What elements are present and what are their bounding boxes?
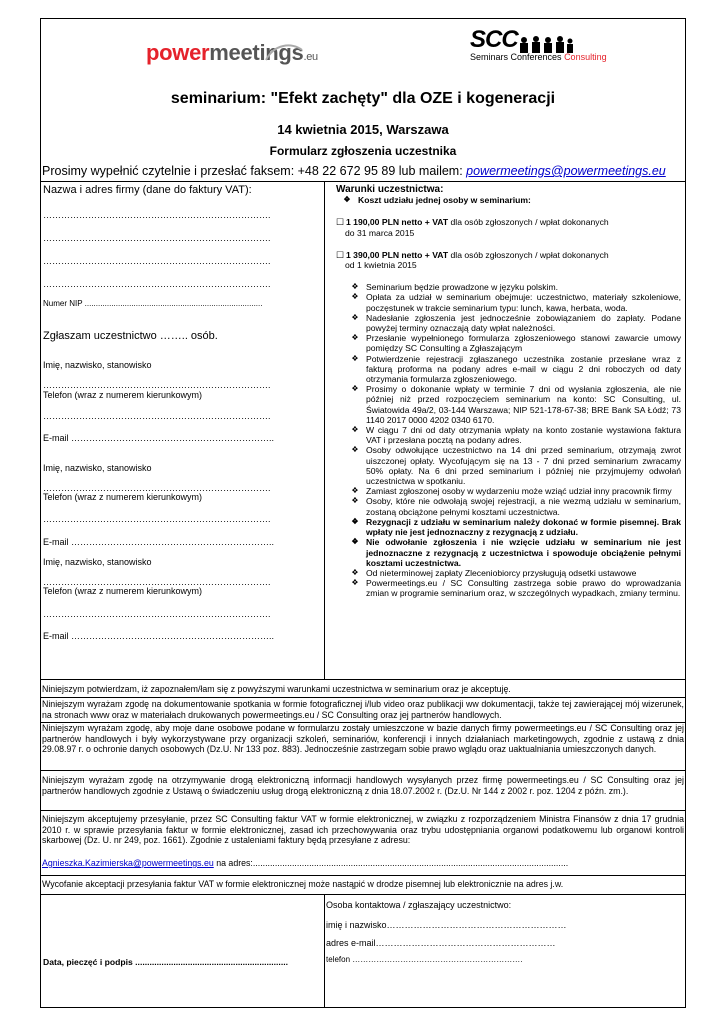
invoice-email-link[interactable]: Agnieszka.Kazimierska@powermeetings.eu xyxy=(42,858,214,868)
einvoice-withdrawal: Wycofanie akceptacji przesyłania faktur VAT w formie elektronicznej może nastąpić w drodze pisemnej lub elektronicznie na adres j.w. xyxy=(42,879,564,889)
participant-name-label: Imię, nazwisko, stanowisko xyxy=(43,463,152,473)
condition-text: Seminarium będzie prowadzone w języku polskim. xyxy=(366,282,559,293)
condition-text: Powermeetings.eu / SC Consulting zastrzega sobie prawo do wprowadzania zmian w programie seminarium oraz, w szczególnych wypadkach, zmiany terminu. xyxy=(366,578,681,599)
condition-text: Od nieterminowej zapłaty Zleceniobiorcy przysługują odsetki ustawowe xyxy=(366,567,637,578)
consent-einvoice: Niniejszym akceptujemy przesyłanie, przez SC Consulting faktur VAT w formie elektronicznej, w związku z rozporządzeniem Ministra Finansów z dnia 17 grudnia 2010 r. w sprawie przesyłania faktur w formie elektronicznej, zasad ich przechowywania oraz trybu udostępniania organowi podatkowemu lub organowi kontroli skarbowej (Dz. U. nr 249, poz. 1661). Zgodnie z ustaleniami faktury będą przesyłane z adresu: xyxy=(42,814,684,846)
diamond-bullet-icon: ❖ xyxy=(351,567,359,577)
consent-photo: Niniejszym wyrażam zgodę na dokumentowanie spotkania w formie fotograficznej i/lub video oraz publikacji ww dokumentacji, także tej zawierającej mój wizerunek, na stronach www oraz w materiałach drukowanych powermeetings.eu / SC Consulting oraz jej partnerów handlowych. xyxy=(42,699,684,720)
price-option-2[interactable] xyxy=(336,250,681,260)
participant-count-field[interactable]: Zgłaszam uczestnictwo …….. osób. xyxy=(43,330,218,342)
condition-item xyxy=(344,496,681,516)
participant-phone-line[interactable]: …………………………………………………………………. xyxy=(43,609,271,619)
divider xyxy=(40,770,686,771)
condition-item-bold xyxy=(344,517,681,537)
contact-email-link[interactable]: powermeetings@powermeetings.eu xyxy=(466,164,666,178)
swirl-icon xyxy=(264,42,304,64)
divider xyxy=(40,875,686,876)
participant-phone-line[interactable]: …………………………………………………………………. xyxy=(43,411,271,421)
condition-text: Nadesłanie zgłoszenia jest jednocześnie zobowiązaniem do zapłaty. Podane powyżej terminy oznaczają daty wpłat należności. xyxy=(366,312,681,334)
condition-text: Opłata za udział w seminarium obejmuje: uczestnictwo, materiały szkoleniowe, poczęstunek w trakcie seminarium typu: lunch, kawa, herbata, woda. xyxy=(366,292,681,313)
company-field-line[interactable]: …………………………………………………………………. xyxy=(43,256,271,266)
participant-name-line[interactable]: …………………………………………………………………. xyxy=(43,380,271,390)
participant-name-label: Imię, nazwisko, stanowisko xyxy=(43,557,152,567)
participant-phone-line[interactable]: …………………………………………………………………. xyxy=(43,514,271,524)
condition-item xyxy=(344,313,681,333)
column-divider xyxy=(324,894,325,1008)
condition-item xyxy=(344,384,681,425)
diamond-bullet-icon: ❖ xyxy=(351,496,359,506)
condition-text: Zamiast zgłoszonej osoby w wydarzeniu może wziąć udział inny pracownik firmy xyxy=(366,486,672,497)
audience-silhouette-icon xyxy=(518,34,574,54)
invoice-address-field[interactable]: na adres:................................................................................................................................. xyxy=(213,858,569,868)
divider xyxy=(40,894,686,895)
condition-item-bold xyxy=(344,537,681,568)
invoice-address-line[interactable] xyxy=(42,858,684,869)
logo-meetings-text: meetings xyxy=(209,40,304,65)
powermeetings-logo xyxy=(146,40,318,66)
price2-amount: 1 390,00 PLN netto + VAT xyxy=(346,249,449,260)
participant-name-label: Imię, nazwisko, stanowisko xyxy=(43,360,152,370)
form-title: Formularz zgłoszenia uczestnika xyxy=(269,144,457,158)
logo-eu-text: .eu xyxy=(303,51,318,63)
checkbox-icon[interactable]: ☐ xyxy=(336,217,345,228)
condition-item xyxy=(344,445,681,486)
price1-amount: 1 190,00 PLN netto + VAT xyxy=(346,217,449,228)
condition-item xyxy=(344,282,681,292)
scc-logo xyxy=(470,26,607,62)
condition-text: Osoby, które nie odwołają swojej rejestracji, a nie wezmą udziału w seminarium, zostaną obciążone pełnymi kosztami uczestnictwa. xyxy=(366,496,681,517)
company-field-line[interactable]: …………………………………………………………………. xyxy=(43,210,271,220)
consent-marketing: Niniejszym wyrażam zgodę na otrzymywanie drogą elektroniczną informacji handlowych wysyłanych przez firmę powermeetings.eu / SC Consulting oraz jej partnerów handlowych zgodnie z Ustawą o świadczeniu usług drogą elektroniczną z dnia 18.07.2002 r. (Dz.U. Nr 144 z 2002 r. poz. 1204 z późn. zm.). xyxy=(42,775,684,796)
company-field-line[interactable]: …………………………………………………………………. xyxy=(43,233,271,243)
diamond-bullet-icon: ❖ xyxy=(351,537,359,547)
participant-phone-label: Telefon (wraz z numerem kierunkowym) xyxy=(43,390,203,400)
divider xyxy=(40,679,686,680)
condition-text: Koszt udziału jednej osoby w seminarium: xyxy=(358,195,531,206)
checkbox-icon[interactable]: ☐ xyxy=(336,249,345,260)
diamond-bullet-icon: ❖ xyxy=(351,312,359,322)
diamond-bullet-icon: ❖ xyxy=(351,425,359,435)
diamond-bullet-icon: ❖ xyxy=(351,516,359,526)
diamond-bullet-icon: ❖ xyxy=(351,445,359,455)
condition-text: Przesłanie wypełnionego formularza zgłoszeniowego stanowi zawarcie umowy pomiędzy SC Consulting a Zgłaszającym xyxy=(366,333,681,354)
divider xyxy=(40,810,686,811)
participant-email-field[interactable]: E-mail ………………………………………………………….. xyxy=(43,433,275,443)
diamond-bullet-icon: ❖ xyxy=(351,384,359,394)
contact-phone-field[interactable]: telefon ………………………………………………………. xyxy=(326,955,523,964)
signature-field[interactable]: Data, pieczęć i podpis ................................................................ xyxy=(43,957,288,967)
conditions-section xyxy=(336,185,681,599)
price2-from: od 1 kwietnia 2015 xyxy=(345,260,417,271)
scc-sub-text: Seminars Conferences xyxy=(470,52,562,62)
diamond-bullet-icon: ❖ xyxy=(351,333,359,343)
condition-item xyxy=(344,333,681,353)
condition-item xyxy=(344,425,681,445)
conditions-title: Warunki uczestnictwa: xyxy=(336,184,444,195)
consent-terms: Niniejszym potwierdzam, iż zapoznałem/łam się z powyższymi warunkami uczestnictwa w seminarium oraz je akceptuję. xyxy=(42,684,511,694)
seminar-date: 14 kwietnia 2015, Warszawa xyxy=(277,122,449,137)
divider xyxy=(40,697,686,698)
contact-email-field[interactable]: adres e-mail…………………………………………………… xyxy=(326,938,556,948)
column-divider xyxy=(324,181,325,679)
seminar-title: seminarium: "Efekt zachęty" dla OZE i kogeneracji xyxy=(170,90,556,107)
participant-email-field[interactable]: E-mail ………………………………………………………….. xyxy=(43,631,275,641)
condition-text: Nie odwołanie zgłoszenia i nie wzięcie udziału w seminarium nie jest jednoznaczne z rezygnacją z uczestnictwa i spowoduje obciążenie pełnymi kosztami uczestnictwa. xyxy=(366,537,681,568)
condition-text: Potwierdzenie rejestracji zgłaszanego uczestnika zostanie przesłane wraz z fakturą proforma na podany adres e-mail w ciągu 2 dni roboczych od daty otrzymania formularza zgłoszeniowego. xyxy=(366,353,681,385)
condition-text: Rezygnacji z udziału w seminarium należy dokonać w formie pisemnej. Brak wpłaty nie jest jednoznaczny z rezygnacją z udziału. xyxy=(366,516,681,538)
condition-text: Osoby odwołujące uczestnictwo na 14 dni przed seminarium, otrzymają zwrot uiszczonej opłaty. Wycofującym się na 13 - 7 dni przed seminarium zwracamy 50% opłaty. Na 6 dni przed seminarium i później nie przyjmujemy odwołań uczestnictwa w spotkaniu. xyxy=(366,445,681,487)
price-option-1[interactable] xyxy=(336,217,681,227)
participant-phone-label: Telefon (wraz z numerem kierunkowym) xyxy=(43,492,203,502)
condition-text: Prosimy o dokonanie wpłaty w terminie 7 dni od wysłania zgłoszenia, ale nie później niż przed rozpoczęciem seminarium na konto: SC Consulting, ul. Światowida 49a/2, 03-144 Warszawa; NIP 521-178-67-38; BRE Bank SA Łódź; 73 1140 2017 0000 4202 0340 6170. xyxy=(366,384,681,425)
consent-personal-data: Niniejszym wyrażam zgodę, aby moje dane osobowe podane w formularzu zostały umieszczone w bazie danych firmy powermeetings.eu / SC Consulting oraz jej partnerów handlowych i były wykorzystywane przy organizacji szkoleń, seminariów, konferencji i innych działaniach marketingowych, zgodnie z ustawą z dnia 29.08.97 r. o ochronie danych osobowych (Dz.U. Nr 133 poz. 883). Jednocześnie zastrzegam sobie prawo wglądu oraz uaktualniania umieszczonych danych. xyxy=(42,723,684,755)
participant-email-field[interactable]: E-mail ………………………………………………………….. xyxy=(43,537,275,547)
logo-power-text: power xyxy=(146,40,210,65)
price1-until: do 31 marca 2015 xyxy=(345,227,415,238)
diamond-bullet-icon: ❖ xyxy=(351,353,359,363)
condition-item xyxy=(344,292,681,312)
participant-name-line[interactable]: …………………………………………………………………. xyxy=(43,577,271,587)
contact-title: Osoba kontaktowa / zgłaszający uczestnictwo: xyxy=(326,900,512,910)
participant-name-line[interactable]: …………………………………………………………………. xyxy=(43,483,271,493)
divider xyxy=(40,181,686,182)
scc-logo-text: SCC xyxy=(470,26,518,53)
instruction-label: Prosimy wypełnić czytelnie i przesłać faksem: +48 22 672 95 89 lub mailem: xyxy=(42,164,467,178)
contact-name-field[interactable]: imię i nazwisko…………………………………………………… xyxy=(326,920,567,930)
condition-item xyxy=(336,195,681,205)
condition-item xyxy=(344,354,681,385)
diamond-bullet-icon: ❖ xyxy=(351,292,359,302)
condition-text: W ciągu 7 dni od daty otrzymania wpłaty na konto zostanie wystawiona faktura VAT i przesłana pocztą na podany adres. xyxy=(366,425,681,446)
diamond-bullet-icon: ❖ xyxy=(351,578,359,588)
diamond-bullet-icon: ❖ xyxy=(343,195,351,205)
conditions-list xyxy=(336,282,681,598)
price2-desc: dla osób zgłoszonych / wpłat dokonanych xyxy=(448,249,609,260)
participant-phone-label: Telefon (wraz z numerem kierunkowym) xyxy=(43,586,203,596)
price1-desc: dla osób zgłoszonych / wpłat dokonanych xyxy=(448,217,609,228)
instruction-text xyxy=(42,164,666,178)
diamond-bullet-icon: ❖ xyxy=(351,282,359,292)
company-label: Nazwa i adres firmy (dane do faktury VAT): xyxy=(43,184,252,196)
company-field-line[interactable]: …………………………………………………………………. xyxy=(43,279,271,289)
diamond-bullet-icon: ❖ xyxy=(351,486,359,496)
scc-sub-consulting: Consulting xyxy=(564,52,607,62)
condition-item xyxy=(344,578,681,598)
nip-field[interactable]: Numer NIP ................................................................................ xyxy=(43,299,263,308)
condition-item xyxy=(344,486,681,496)
condition-item xyxy=(344,568,681,578)
